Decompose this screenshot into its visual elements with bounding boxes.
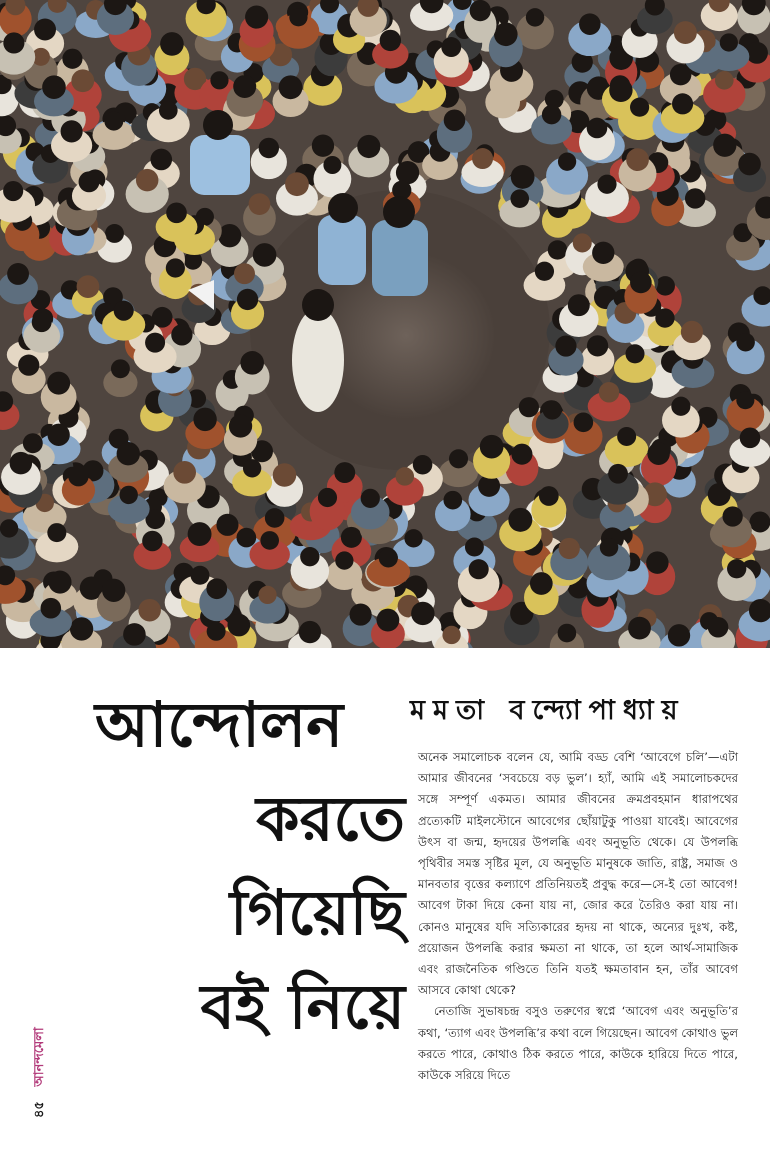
crowd-person-head	[413, 455, 433, 475]
crowd-person-head	[625, 344, 644, 363]
crowd-person-head	[543, 400, 562, 419]
crowd-person-head	[555, 335, 576, 356]
crowd-person-head	[71, 69, 94, 92]
crowd-person-head	[227, 614, 250, 637]
crowd-person-head	[628, 617, 651, 640]
crowd-person-head	[715, 71, 734, 90]
crowd-person-head	[736, 391, 754, 409]
crowd-person-head	[404, 529, 422, 547]
crowd-person-head	[587, 335, 608, 356]
crowd-person-head	[746, 42, 768, 64]
crowd-person-head	[740, 427, 761, 448]
article-body	[418, 747, 738, 1086]
crowd-person-head	[190, 566, 209, 585]
crowd-person-head	[77, 275, 100, 298]
crowd-person-head	[579, 13, 601, 35]
crowd-person-head	[123, 623, 146, 646]
crowd-person-head	[47, 523, 66, 542]
crowd-person-head	[245, 6, 268, 29]
crowd-person-head	[668, 624, 690, 646]
crowd-person-head	[207, 622, 226, 641]
crowd-person-head	[548, 240, 567, 259]
crowd-person-head	[535, 262, 554, 281]
author-byline: মমতা বন্দ্যোপাধ্যায়	[410, 695, 686, 726]
crowd-person-head	[510, 189, 529, 208]
crowd-person-head	[229, 414, 252, 437]
crowd-person-head	[609, 79, 632, 102]
crowd-person-head	[511, 165, 535, 189]
crowd-person-head	[519, 397, 539, 417]
crowd-person-head	[312, 135, 334, 157]
crowd-person-head	[573, 233, 592, 252]
crowd-person-head	[713, 134, 736, 157]
crowd-person-head	[720, 33, 738, 51]
crowd-person-head	[480, 435, 504, 459]
crowd-person-head	[443, 491, 462, 510]
crowd-person-head	[674, 21, 697, 44]
crowd-person-head	[539, 486, 559, 506]
crowd-person-head	[559, 538, 580, 559]
crowd-person-head	[0, 519, 18, 537]
crowd-person-head	[265, 508, 285, 528]
crowd-person-head	[574, 413, 594, 433]
crowd-person-head	[111, 359, 130, 378]
crowd-person-head	[341, 527, 362, 548]
crowd-person-head	[48, 571, 71, 594]
crowd-person-head	[738, 153, 761, 176]
crowd-person-head	[526, 8, 544, 26]
crowd-person-head	[558, 153, 576, 171]
crowd-person-head	[23, 433, 43, 453]
crowd-person-head	[32, 312, 52, 332]
crowd-person-head	[279, 75, 303, 99]
crowd-person-head	[626, 148, 649, 171]
crowd-person-head	[234, 263, 255, 284]
crowd-person-head	[289, 8, 307, 26]
crowd-person-head	[647, 442, 669, 464]
crowd-person-head	[299, 621, 321, 643]
title-line: করতে	[256, 782, 405, 855]
crowd-person-head	[138, 599, 161, 622]
crowd-person-head	[61, 120, 83, 142]
crowd-person-head	[166, 202, 187, 223]
crowd-person-head	[259, 138, 279, 158]
crowd-person-head	[62, 49, 82, 69]
crowd-person-head	[117, 442, 140, 465]
crowd-person-head	[465, 538, 484, 557]
crowd-person-head	[592, 242, 614, 264]
paragraph: নেতাজি সুভাষচন্দ্র বসুও তরুণের স্বপ্নে ‘আবেগ এবং অনুভূতি’র কথা, ‘ত্যাগ এবং উপলব্ধি’র কথা বলে গিয়েছেন। আবেগ কোথাও ভুল করতে পারে, কোথাও ঠিক করতে পারে, কাউকে হারিয়ে দিতে পারে, কাউকে সরিয়ে দিতে	[418, 1004, 738, 1083]
crowd-person-head	[444, 109, 466, 131]
crowd-person-head	[377, 609, 400, 632]
crowd-person-head	[273, 463, 297, 487]
crowd-person-head	[260, 531, 279, 550]
crowd-person-head	[47, 372, 70, 395]
crowd-person-head	[630, 272, 652, 294]
crowd-person-head	[253, 243, 277, 267]
crowd-person-head	[34, 19, 56, 41]
crowd-person-head	[357, 135, 380, 158]
crowd-person-head	[210, 71, 228, 89]
crowd-person-head	[736, 333, 755, 352]
crowd-person-head	[722, 506, 742, 526]
crowd-person-head	[243, 459, 261, 477]
crowd-person-head	[188, 522, 212, 546]
crowd-person-head	[7, 263, 29, 285]
crowd-person-head	[655, 276, 674, 295]
crowd-person-head	[469, 559, 489, 579]
crowd-person-head	[655, 308, 674, 327]
crowd-person-head	[681, 321, 703, 343]
crowd-person-head	[68, 466, 89, 487]
crowd-person-head	[671, 397, 690, 416]
crowd-person-head	[508, 508, 532, 532]
crowd-person-head	[441, 37, 461, 57]
crowd-person-head	[193, 408, 216, 431]
page-folio	[30, 968, 50, 1118]
crowd-person-head	[119, 486, 137, 504]
crowd-person-head	[379, 548, 398, 567]
crowd-person-head	[646, 551, 668, 573]
crowd-person-head	[599, 382, 619, 402]
crowd-person-head	[206, 578, 227, 599]
crowd-person-head	[42, 75, 66, 99]
crowd-person-head	[608, 464, 628, 484]
crowd-person-head	[685, 188, 705, 208]
crowd-person-head	[249, 193, 271, 215]
crowd-person-head	[442, 626, 460, 644]
crowd-person-head	[361, 489, 380, 508]
magazine-name: আনন্দমেলা	[32, 1027, 47, 1087]
crowd-person-head	[136, 169, 158, 191]
crowd-person-head	[542, 105, 561, 124]
crowd-person-head	[159, 101, 178, 120]
crowd-person-head	[3, 181, 23, 201]
crowd-person-head	[558, 624, 577, 643]
crowd-person-head	[672, 93, 693, 114]
crowd-person-head	[150, 149, 172, 171]
crowd-person-head	[597, 175, 616, 194]
crowd-person-head	[145, 333, 165, 353]
crowd-person-head	[449, 449, 468, 468]
crowd-person-head	[380, 30, 401, 51]
crowd-person-head	[105, 224, 124, 243]
crowd-person-head	[411, 602, 434, 625]
crowd-person-head	[472, 148, 493, 169]
crowd-person-head	[258, 586, 276, 604]
crowd-person-head	[18, 355, 39, 376]
crowd-person-head	[530, 572, 553, 595]
crowd-person-head	[396, 161, 419, 184]
crowd-person-head	[10, 452, 33, 475]
crowd-person-head	[300, 547, 319, 566]
title-line: বই নিয়ে	[200, 970, 405, 1043]
crowd-person-head	[323, 156, 341, 174]
crowd-person-head	[727, 559, 746, 578]
crowd-person-head	[142, 531, 162, 551]
crowd-person-head	[617, 427, 636, 446]
crowd-person-head	[216, 514, 238, 536]
crowd-person-head	[285, 172, 309, 196]
crowd-person-head	[511, 444, 532, 465]
crowd-person-head	[318, 488, 337, 507]
page-number: ৪৫	[32, 1101, 47, 1118]
title-line: গিয়েছি	[229, 876, 405, 949]
crowd-person-head	[70, 617, 93, 640]
crowd-person-head	[587, 118, 608, 139]
crowd-person-head	[166, 258, 185, 277]
crowd-person-head	[470, 0, 491, 21]
crowd-person-head	[218, 224, 241, 247]
crowd-person-head	[173, 461, 196, 484]
crowd-person-head	[237, 289, 258, 310]
crowd-person-head	[102, 579, 125, 602]
crowd-person-head	[708, 617, 729, 638]
crowd-person-head	[171, 324, 192, 345]
crowd-person-head	[600, 538, 619, 557]
crowd-person-head	[240, 351, 264, 375]
crowd-person-head	[334, 462, 355, 483]
crowd-person-head	[396, 467, 414, 485]
crowd-person-head	[749, 512, 770, 533]
crowd-person-head	[41, 598, 62, 619]
crowd-person-head	[79, 171, 100, 192]
crowd-person-head	[335, 551, 353, 569]
crowd-person-head	[160, 32, 184, 56]
crowd-person-head	[3, 32, 24, 53]
crowd-person-head	[349, 603, 371, 625]
crowd-person-head	[233, 75, 256, 98]
article-title	[95, 678, 405, 1054]
crowd-person-head	[114, 301, 134, 321]
crowd-person-head	[630, 98, 649, 117]
crowd-person-head	[104, 112, 123, 131]
crowd-person-head	[47, 424, 69, 446]
crowd-person-head	[236, 528, 256, 548]
crowd-person-head	[494, 22, 518, 46]
paragraph: অনেক সমালোচক বলেন যে, আমি বড্ড বেশি ‘আবেগে চলি’—এটা আমার জীবনের ‘সবচেয়ে বড় ভুল’। হ্যাঁ, আমি এই সমালোচকদের সঙ্গে সম্পূর্ণ একমত। আমার জীবনের ক্রমপ্রবহমান ধারাপথের প্রত্যেকটি মাইলস্টোনে আবেগের ছোঁয়াটুকু পাওয়া যাবেই। আবেগের উৎস বা জন্ম, হৃদয়ের উপলব্ধি এবং অনুভূতি থেকে। যে উপলব্ধি পৃথিবীর সমস্ত সৃষ্টির মূল, যে অনুভূতি মানুষকে জাতি, রাষ্ট্র, সমাজ ও মানবতার বৃত্তের কল্যাণে প্রতিনিয়তই প্রবুদ্ধ করে—সে-ই তো আবেগ! আবেগ টাকা দিয়ে কেনা যায় না, জোর করে তৈরিও করা যায় না। কোনও মানুষের যদি সত্যিকারের হৃদয় না থাকে, অন্যের দুঃখ, কষ্ট, প্রয়োজন উপলব্ধি করার ক্ষমতা না থাকে, তা হলে আর্থ-সামাজিক এবং রাজনৈতিক গণ্ডিতে তিনি যতই ক্ষমতাবান হন, তাঁর আবেগ আসবে কোথা থেকে?	[418, 750, 738, 998]
crowd-person-head	[568, 294, 590, 316]
title-line: আন্দোলন	[95, 688, 344, 761]
